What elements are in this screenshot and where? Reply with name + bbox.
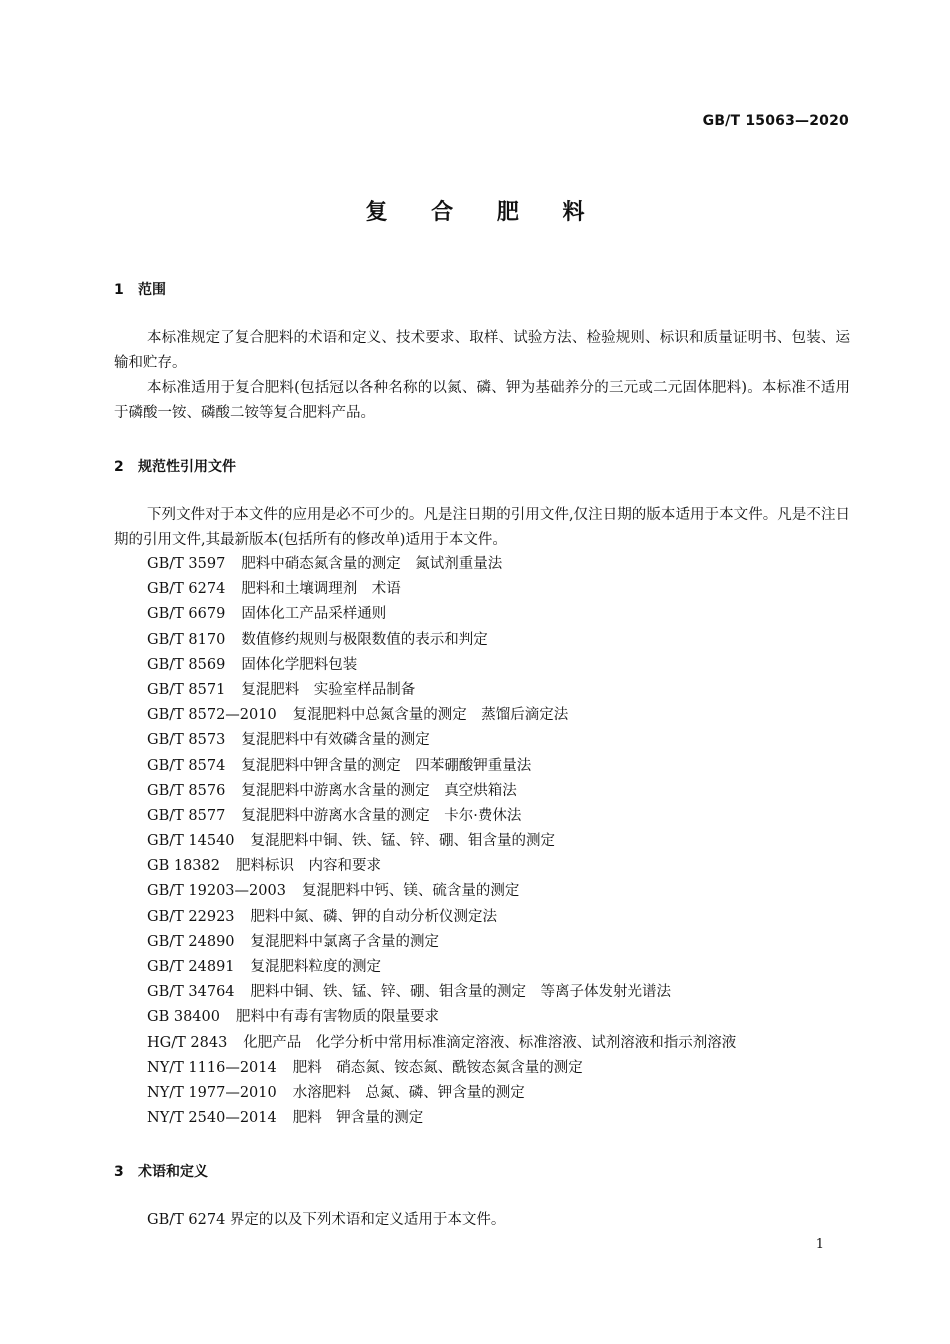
reference-title: 肥料中有毒有害物质的限量要求: [235, 1009, 439, 1026]
reference-code: GB/T 8170: [147, 631, 226, 648]
page-number: 1: [815, 1237, 824, 1252]
reference-list: [147, 552, 736, 1131]
section-2-heading: [114, 456, 236, 476]
reference-code: GB/T 8573: [147, 732, 226, 749]
reference-title: 固体化工产品采样通则: [241, 606, 387, 623]
reference-title: 复混肥料粒度的测定: [250, 959, 382, 975]
reference-code: GB/T 8576: [147, 782, 226, 799]
reference-title: 肥料和土壤调理剂 术语: [241, 581, 401, 598]
reference-title: 复混肥料 实验室样品制备: [241, 681, 416, 698]
reference-code: NY/T 2540—2014: [147, 1110, 277, 1127]
reference-title: 肥料标识 内容和要求: [235, 858, 381, 875]
reference-item: [147, 879, 736, 904]
section-title: 规范性引用文件: [138, 459, 236, 475]
section-1-heading: [114, 279, 166, 299]
reference-title: 肥料中铜、铁、锰、锌、硼、钼含量的测定 等离子体发射光谱法: [250, 984, 672, 1001]
reference-item: [147, 804, 736, 829]
reference-code: GB/T 24891: [147, 959, 235, 975]
reference-code: GB/T 24890: [147, 933, 235, 950]
reference-title: 复混肥料中总氮含量的测定 蒸馏后滴定法: [292, 707, 569, 724]
reference-code: GB/T 14540: [147, 833, 235, 850]
reference-code: GB/T 8572—2010: [147, 707, 277, 724]
reference-item: [147, 779, 736, 804]
reference-code: GB/T 8574: [147, 757, 226, 774]
section-title: 术语和定义: [138, 1164, 208, 1180]
reference-item: [147, 1056, 736, 1081]
reference-item: [147, 1031, 736, 1056]
reference-item: [147, 980, 736, 1005]
reference-code: GB/T 8569: [147, 656, 226, 673]
section-number: 1: [114, 282, 124, 298]
reference-code: GB/T 34764: [147, 984, 235, 1001]
reference-item: [147, 552, 736, 577]
reference-item: [147, 955, 736, 980]
reference-item: [147, 728, 736, 753]
reference-item: [147, 653, 736, 678]
reference-item: [147, 930, 736, 955]
reference-title: 肥料 硝态氮、铵态氮、酰铵态氮含量的测定: [292, 1059, 583, 1076]
section-1-paragraph-1: 本标准规定了复合肥料的术语和定义、技术要求、取样、试验方法、检验规则、标识和质量证明书、包装、运输和贮存。: [114, 330, 850, 371]
reference-code: GB/T 8577: [147, 807, 226, 824]
section-3-paragraph-1: GB/T 6274 界定的以及下列术语和定义适用于本文件。: [147, 1212, 506, 1228]
reference-item: [147, 1081, 736, 1106]
standard-code: GB/T 15063—2020: [702, 113, 849, 129]
section-number: 3: [114, 1164, 124, 1180]
reference-code: GB/T 6679: [147, 606, 226, 623]
reference-item: [147, 628, 736, 653]
reference-code: GB/T 8571: [147, 681, 226, 698]
section-number: 2: [114, 459, 124, 475]
reference-code: GB/T 3597: [147, 556, 226, 572]
reference-title: 复混肥料中铜、铁、锰、锌、硼、钼含量的测定: [250, 833, 556, 850]
reference-item: [147, 754, 736, 779]
reference-title: 水溶肥料 总氮、磷、钾含量的测定: [292, 1084, 525, 1101]
reference-item: [147, 829, 736, 854]
reference-title: 复混肥料中有效磷含量的测定: [241, 732, 430, 749]
reference-code: HG/T 2843: [147, 1034, 228, 1051]
reference-title: 肥料中氮、磷、钾的自动分析仪测定法: [250, 908, 498, 925]
reference-item: [147, 905, 736, 930]
reference-title: 肥料 钾含量的测定: [292, 1110, 424, 1127]
reference-code: NY/T 1116—2014: [147, 1059, 277, 1076]
section-3-heading: [114, 1161, 208, 1181]
reference-title: 复混肥料中钙、镁、硫含量的测定: [301, 883, 520, 900]
reference-code: GB/T 6274: [147, 581, 226, 598]
reference-title: 固体化学肥料包装: [241, 656, 358, 673]
reference-title: 肥料中硝态氮含量的测定 氮试剂重量法: [241, 556, 503, 572]
reference-item: [147, 678, 736, 703]
reference-title: 复混肥料中氯离子含量的测定: [250, 933, 440, 950]
reference-item: [147, 1005, 736, 1030]
reference-title: 数值修约规则与极限数值的表示和判定: [241, 631, 488, 648]
section-2-paragraph-1: 下列文件对于本文件的应用是必不可少的。凡是注日期的引用文件,仅注日期的版本适用于本文件。凡是不注日期的引用文件,其最新版本(包括所有的修改单)适用于本文件。: [114, 507, 850, 548]
reference-title: 化肥产品 化学分析中常用标准滴定溶液、标准溶液、试剂溶液和指示剂溶液: [243, 1034, 737, 1051]
reference-code: GB 38400: [147, 1009, 220, 1026]
section-1-paragraph-2: 本标准适用于复合肥料(包括冠以各种名称的以氮、磷、钾为基础养分的三元或二元固体肥料)。本标准不适用于磷酸一铵、磷酸二铵等复合肥料产品。: [114, 380, 850, 421]
reference-title: 复混肥料中钾含量的测定 四苯硼酸钾重量法: [241, 757, 532, 774]
reference-item: [147, 854, 736, 879]
reference-item: [147, 602, 736, 627]
reference-item: [147, 703, 736, 728]
reference-code: GB 18382: [147, 858, 220, 875]
reference-title: 复混肥料中游离水含量的测定 真空烘箱法: [241, 782, 517, 799]
document-title: 复 合 肥 料: [365, 200, 603, 225]
reference-code: GB/T 19203—2003: [147, 883, 286, 900]
reference-title: 复混肥料中游离水含量的测定 卡尔·费休法: [241, 807, 522, 824]
reference-code: NY/T 1977—2010: [147, 1084, 277, 1101]
reference-code: GB/T 22923: [147, 908, 235, 925]
reference-item: [147, 1106, 736, 1131]
section-title: 范围: [138, 282, 166, 298]
reference-item: [147, 577, 736, 602]
